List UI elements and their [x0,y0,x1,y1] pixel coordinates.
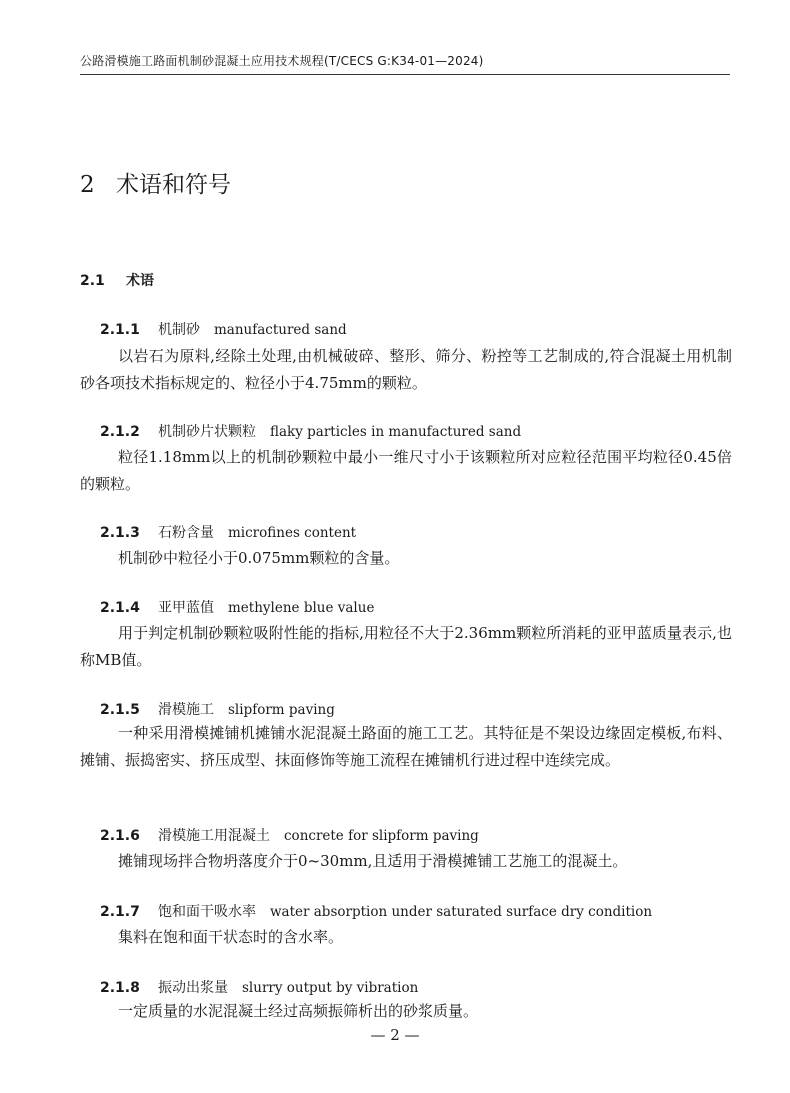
term-heading [100,320,347,340]
term-number: 2.1.8 [100,980,140,996]
term-number: 2.1.2 [100,424,140,440]
page-number: — 2 — [370,1026,420,1044]
term-english: slipform paving [228,702,335,718]
term-number: 2.1.3 [100,525,140,541]
term-number: 2.1.1 [100,322,140,338]
term-definition: 机制砂中粒径小于0.075mm颗粒的含量。 [118,549,400,567]
term-chinese: 机制砂片状颗粒 [158,424,256,440]
term-definition: 一种采用滑模摊铺机摊铺水泥混凝土路面的施工工艺。其特征是不架设边缘固定模板,布料、摊铺、振捣密实、挤压成型、抹面修饰等施工流程在摊铺机行进过程中连续完成。 [80,724,732,769]
term-definition: 摊铺现场拌合物坍落度介于0~30mm,且适用于滑模摊铺工艺施工的混凝土。 [118,852,628,870]
term-chinese: 饱和面干吸水率 [158,904,256,920]
section-name: 术语 [126,273,154,289]
running-header: 公路滑模施工路面机制砂混凝土应用技术规程(T/CECS G:K34-01—2024) [80,54,484,68]
term-chinese: 滑模施工用混凝土 [158,828,270,844]
term-english: water absorption under saturated surface dry condition [270,904,653,920]
term-definition: 用于判定机制砂颗粒吸附性能的指标,用粒径不大于2.36mm颗粒所消耗的亚甲蓝质量表示,也称MB值。 [80,624,732,669]
term-english: concrete for slipform paving [284,828,479,844]
term-chinese: 振动出浆量 [158,980,228,996]
term-number: 2.1.7 [100,904,140,920]
term-definition: 集料在饱和面干状态时的含水率。 [118,928,344,946]
term-heading [100,523,356,543]
chapter-name: 术语和符号 [116,172,231,198]
term-english: microfines content [228,525,357,541]
term-chinese: 亚甲蓝值 [158,600,214,616]
term-english: methylene blue value [228,600,375,616]
term-definition: 一定质量的水泥混凝土经过高频振筛析出的砂浆质量。 [118,1002,479,1020]
term-number: 2.1.4 [100,600,140,616]
section-number: 2.1 [80,273,105,289]
term-english: flaky particles in manufactured sand [270,424,522,440]
term-heading [100,422,521,442]
term-heading [100,902,652,922]
term-heading [100,700,335,720]
term-english: manufactured sand [214,322,347,338]
chapter-title [80,169,231,201]
chapter-number: 2 [80,172,95,198]
term-heading [100,826,479,846]
term-chinese: 石粉含量 [158,525,214,541]
term-number: 2.1.6 [100,828,140,844]
term-chinese: 滑模施工 [158,702,214,718]
term-english: slurry output by vibration [242,980,419,996]
header-divider [80,74,730,75]
term-heading [100,598,374,618]
section-title [80,270,154,290]
term-heading [100,978,418,998]
term-chinese: 机制砂 [158,322,200,338]
term-definition: 粒径1.18mm以上的机制砂颗粒中最小一维尺寸小于该颗粒所对应粒径范围平均粒径0.45倍的颗粒。 [80,448,732,493]
term-number: 2.1.5 [100,702,140,718]
term-definition: 以岩石为原料,经除土处理,由机械破碎、整形、筛分、粉控等工艺制成的,符合混凝土用机制砂各项技术指标规定的、粒径小于4.75mm的颗粒。 [80,347,732,392]
